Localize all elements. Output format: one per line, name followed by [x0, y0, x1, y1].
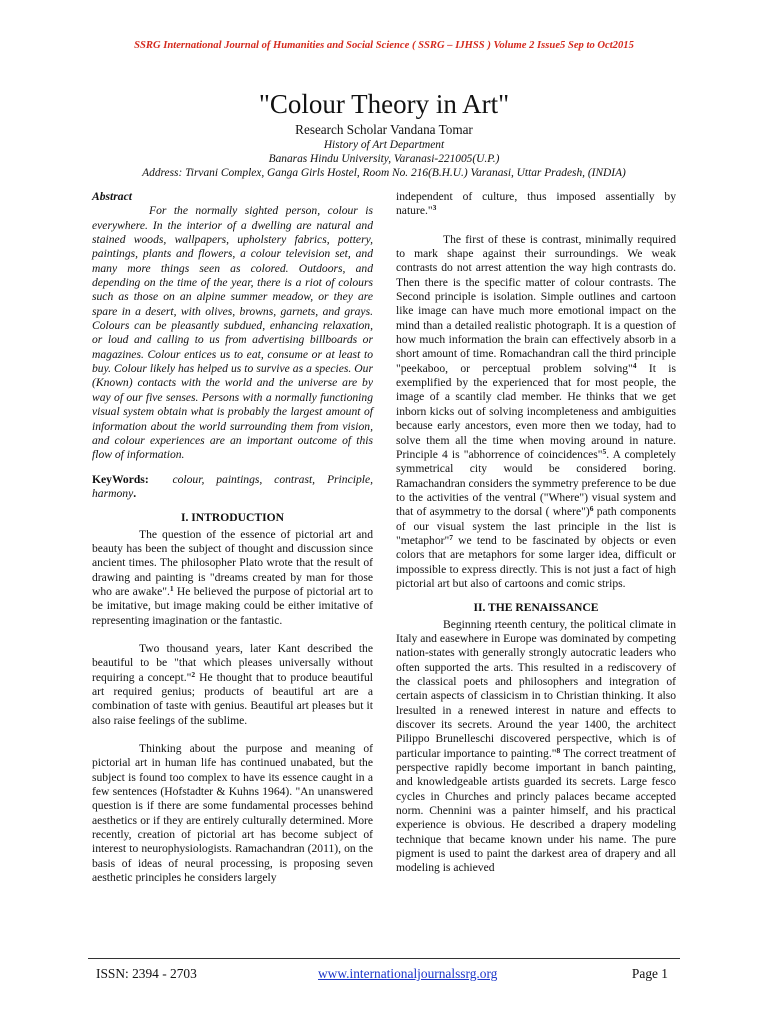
keywords: [92, 473, 373, 502]
keywords-end: .: [133, 486, 137, 500]
footnote-ref-7: 7: [449, 532, 453, 542]
footer-page-number: Page 1: [631, 966, 668, 981]
renaissance-heading: II. THE RENAISSANCE: [473, 601, 599, 615]
journal-header: SSRG International Journal of Humanities and Social Science ( SSRG – IJHSS ) Volume 2 Issue5 Sep to Oct2015: [134, 40, 634, 51]
intro-p1-text-b: He believed the purpose of pictorial art to be imitative, but image making could be either imitative of representing imagination or the fantastic.: [92, 584, 373, 627]
footnote-ref-4: 4: [632, 360, 637, 370]
footnote-ref-6: 6: [589, 504, 594, 514]
renaissance-p1-text-b: The correct treatment of perspective rapidly become important in banch painting, and knowledgeable artists guarded its secrets. Large fesco cycles in Churches and princly palaces became accepted norm. Chennini was a painter himself, and his practical experience is obvious. He described a drapery modeling technique that became known under his name. The pure pigment is used to paint the darkest area of drapery and all modeling is achieved: [396, 746, 676, 875]
footnote-ref-3: 3: [432, 203, 437, 213]
intro-p1-text-a: The question of the essence of pictorial art and beauty has been the subject of thought and discussion since ancient times. The philosopher Plato wrote that the result of drawing and painting is "dreams created by man for those who are awake".: [92, 527, 373, 598]
author-university: Banaras Hindu University, Varanasi-221005(U.P.): [268, 153, 500, 165]
footer-journal-link[interactable]: www.internationaljournalssrg.org: [318, 966, 498, 981]
intro-paragraph-2: [92, 642, 373, 728]
paper-author: Research Scholar Vandana Tomar: [295, 122, 473, 137]
footnote-ref-5: 5: [602, 446, 607, 456]
footer-issn: ISSN: 2394 - 2703: [96, 966, 197, 981]
intro-p4-text-e: we tend to be fascinated by objects or even colors that are metaphors for some larger idea, difficult or impossible to express directly. This is not just a fact of high pictorial art but also of cartoons and comic strips.: [396, 533, 676, 590]
intro-p2-text-a: Two thousand years, later Kant described the beautiful to be "that which pleases universally without requiring a concept.": [92, 641, 373, 684]
footnote-ref-8: 8: [556, 745, 561, 755]
intro-p4-text-a: The first of these is contrast, minimally required to mark shape against their surroundings. We weak contrasts do not arrest attention the way high contrasts do. Then there is the specific matter of colour contrasts. The Second principle is isolation. Simple outlines and cartoon like image can have much more emotional impact on the mind than a detailed realistic photograph. It is a question of how much information the brain can effectively absorb in a short amount of time. Romachandran call the third principle "peekaboo, or perceptual problem solving": [396, 232, 676, 375]
author-department: History of Art Department: [323, 139, 445, 151]
intro-p4-text-b: It is exemplified by the experienced that for most people, the image of a scantily clad member. He thinks that we get inborn kicks out of solving incompleteness and ambiguities because early ancestors, even more then we today, had to solve them all the time when moving around in nature. Principle 4 is "abhorrence of coincidences": [396, 361, 676, 461]
footnote-ref-1: 1: [169, 583, 174, 593]
intro-paragraph-3-continued: [396, 190, 676, 219]
intro-p4-text-d: path components of our visual system the last principle in the list is "metaphor": [396, 505, 676, 547]
abstract-heading: Abstract: [92, 190, 132, 203]
intro-heading: I. INTRODUCTION: [180, 511, 285, 525]
paper-title: "Colour Theory in Art": [258, 89, 510, 119]
footnote-ref-2: 2: [191, 669, 196, 679]
keywords-label: KeyWords:: [92, 472, 149, 486]
intro-p4-text-c: . A completely symmetrical city would be considered boring. Ramachandran considers the symmetry preference to be due to the activities of the ventral ("Where") visual system and that of asymmetry to the dorsal ( where"): [396, 447, 676, 519]
right-column: [396, 190, 676, 876]
intro-p2-text-b: He thought that to produce beautiful art required genius; products of beautiful art are a combination of taste with genius. Beautiful art pleases but it also raise feelings of the sublime.: [92, 670, 373, 727]
footer-divider: [88, 958, 680, 959]
intro-paragraph-4: [396, 233, 676, 592]
renaissance-p1-text-a: Beginning rteenth century, the political climate in Italy and easewhere in Europe was dominated by competing nation-states with generally strongly autocratic leaders who often supported the arts. This resulted in a rediscovery of the classical poets and philosophers and integration of certain aspects of classicism in to Christian thinking. It also lresulted in a renewed interest in nature and effects to discover its secrets. Around the year 1400, the architect Pilippo Brunelleschi discovered perspective, which is of particular importance to painting.": [396, 617, 676, 760]
intro-p3-cont-text: independent of culture, thus imposed assentially by nature.": [396, 190, 676, 218]
left-column: [92, 190, 373, 885]
renaissance-paragraph-1: [396, 618, 676, 876]
keywords-text: colour, paintings, contrast, Principle, harmony: [92, 472, 374, 500]
intro-paragraph-1: [92, 528, 373, 628]
abstract-text: For the normally sighted person, colour is everywhere. In the interior of a dwelling are natural and stained woods, wallpapers, upholstery fabrics, pottery, paintings, plants and flowers, a colour television set, and many more things seen as colored. Outdoors, and depending on the time of the year, there is a riot of colours such as those on an alpine summer meadow, or they are spare in a desert, with olives, browns, garnets, and grays. Colours can be pleasantly subdued, enhancing relaxation, or loud and calling to us from advertising billboards or magazines. Colour entices us to eat, consume or at least to buy. Colour likely has helped us to survive as a species. Our (Known) contacts with the world and the universe are by way of our five senses. Persons with a normally functioning visual system obtain what is probably the largest amount of information about the world surrounding them from vision, and colour experiences are an important outcome of this flow of information.: [92, 204, 373, 462]
intro-paragraph-3: Thinking about the purpose and meaning of pictorial art in human life has continued unabated, but the subject is found too complex to have its essence caught in a few sentences (Hofstadter & Kuhns 1964). "An unanswered question is if there are some fundamental processes behind aesthetics or if they are entirely culturally determined. More recently, creation of pictorial art has become subject of interest to neurophysiologists. Ramachandran (2011), on the basis of ideas of neural processing, is proposing seven aesthetic principles he considers largely: [92, 742, 373, 885]
author-address: Address: Tirvani Complex, Ganga Girls Hostel, Room No. 216(B.H.U.) Varanasi, Uttar Pradesh, (INDIA): [142, 167, 626, 179]
